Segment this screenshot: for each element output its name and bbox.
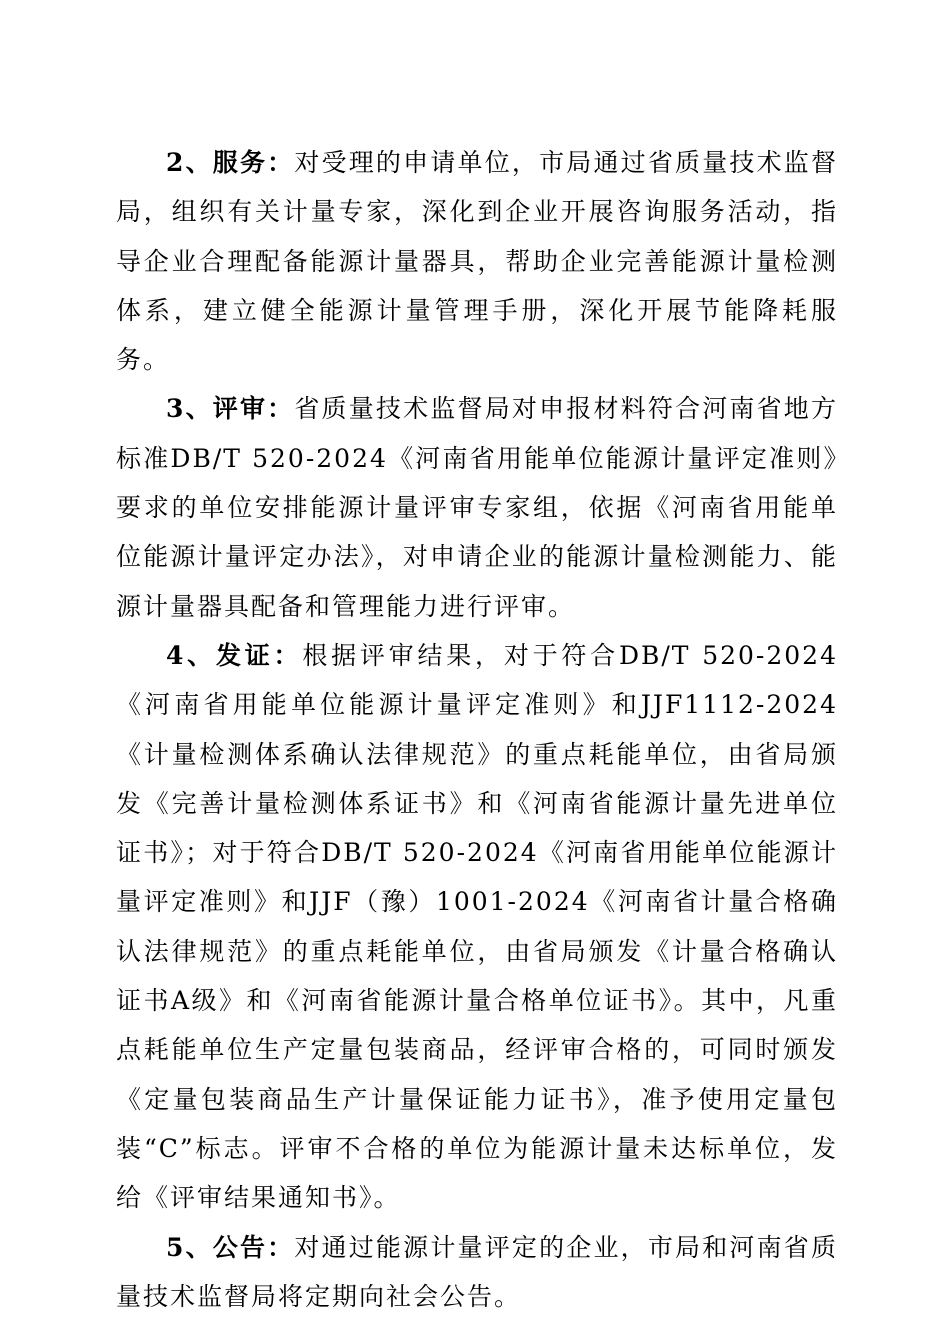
paragraph-service (116, 138, 838, 384)
paragraph-certification (116, 631, 838, 1223)
paragraph-body: 根据评审结果，对于符合DB/T 520-2024《河南省用能单位能源计量评定准则》和JJF1112-2024《计量检测体系确认法律规范》的重点耗能单位，由省局颁发《完善计量检测体系证书》和《河南省能源计量先进单位证书》；对于符合DB/T 520-2024《河南省用能单位能源计量评定准则》和JJF（豫）1001-2024《河南省计量合格确认法律规范》的重点耗能单位，由省局颁发《计量合格确认证书A级》和《河南省能源计量合格单位证书》。其中，凡重点耗能单位生产定量包装商品，经评审合格的，可同时颁发《定量包装商品生产计量保证能力证书》，准予使用定量包装“C”标志。评审不合格的单位为能源计量未达标单位，发给《评审结果通知书》。 (116, 640, 838, 1213)
paragraph-announcement (116, 1223, 838, 1322)
paragraph-heading: 2、服务： (166, 148, 295, 177)
paragraph-heading: 3、评审： (166, 394, 295, 424)
paragraph-body: 省质量技术监督局对申报材料符合河南省地方标准DB/T 520-2024《河南省用能单位能源计量评定准则》要求的单位安排能源计量评审专家组，依据《河南省用能单位能源计量评定办法》，对申请企业的能源计量检测能力、能源计量器具配备和管理能力进行评审。 (116, 394, 838, 621)
paragraph-body: 对通过能源计量评定的企业，市局和河南省质量技术监督局将定期向社会公告。 (116, 1232, 838, 1311)
paragraph-review (116, 384, 838, 630)
paragraph-heading: 5、公告： (166, 1232, 295, 1262)
paragraph-heading: 4、发证： (166, 640, 303, 670)
paragraph-body: 对受理的申请单位，市局通过省质量技术监督局，组织有关计量专家，深化到企业开展咨询服务活动，指导企业合理配备能源计量器具，帮助企业完善能源计量检测体系，建立健全能源计量管理手册，深化开展节能降耗服务。 (116, 148, 838, 375)
